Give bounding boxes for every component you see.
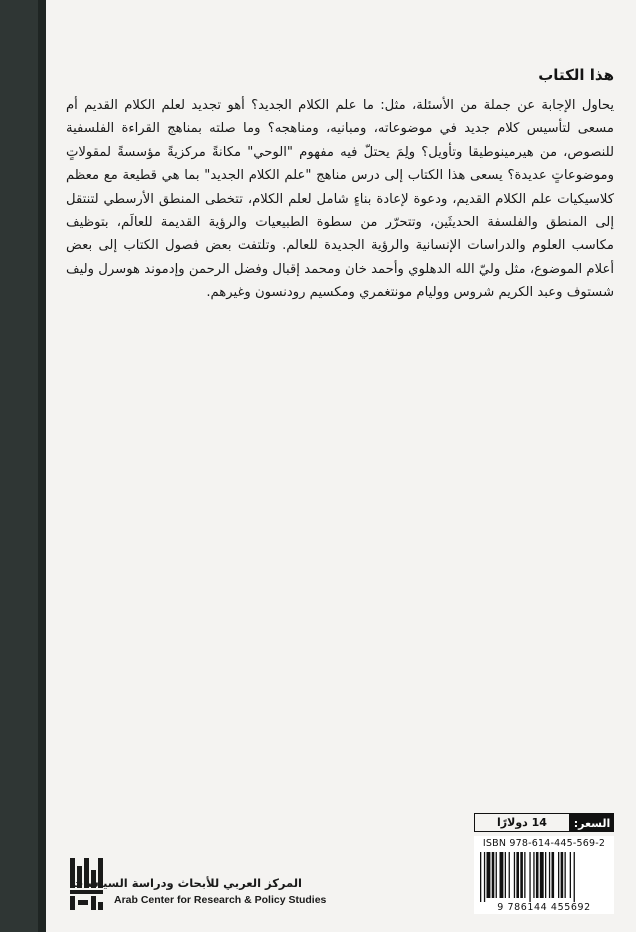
- publisher-block: [68, 854, 327, 914]
- price-value: 14 دولارًا: [474, 813, 570, 832]
- spine-edge: [38, 0, 46, 932]
- publisher-name-arabic: المركز العربي للأبحاث ودراسة السياسات: [71, 876, 302, 890]
- blurb-section: [66, 66, 614, 305]
- publisher-name-english: Arab Center for Research & Policy Studies: [114, 894, 327, 906]
- blurb-heading: هذا الكتاب: [538, 66, 614, 84]
- barcode-icon: [480, 852, 608, 902]
- price-label: السعر:: [570, 813, 614, 832]
- barcode-digits: 9 786144 455692: [497, 902, 591, 913]
- barcode-box: [474, 836, 614, 914]
- blurb-paragraph: يحاول الإجابة عن جملة من الأسئلة، مثل: ما علم الكلام الجديد؟ أهو تجديد لعلم الكلام القديم أم مسعى لتأسيس كلام جديد في موضوعاته، ومبانيه، ومناهجه؟ وما صلته بمناهج القراءة الفلسفية للنصوص، من هيرمينوطيقا وتأويل؟ ولِمَ يحتلّ فيه مفهوم "الوحي" مكانةً مركزيةً مؤسسةً لمقولاتٍ وموضوعاتٍ عديدة؟ يسعى هذا الكتاب إلى درس مناهج "علم الكلام الجديد" بما هي قطيعة مع معظم كلاسيكيات علم الكلام القديم، ودعوة لإعادة بناءٍ شامل لعلم الكلام، تتخطى المنطق الأرسطي لتنتقل إلى المنطق والفلسفة الحديثَين، وتتحرّر من سطوة الطبيعيات والرؤية القديمة للعالَم، بتوظيف مكاسب العلوم والدراسات الإنسانية والرؤية الجديدة للعالم. وتلتفت بعض فصول الكتاب إلى بعض أعلام الموضوع، مثل وليّ الله الدهلوي وأحمد خان ومحمد إقبال وفضل الرحمن وإدموند هوسرل وليف شستوف وعبد الكريم شروس ووليام مونتغمري ومكسيم رودنسون وغيرهم.: [66, 98, 614, 301]
- isbn-number: ISBN 978-614-445-569-2: [482, 838, 606, 849]
- price-tag: [474, 813, 614, 832]
